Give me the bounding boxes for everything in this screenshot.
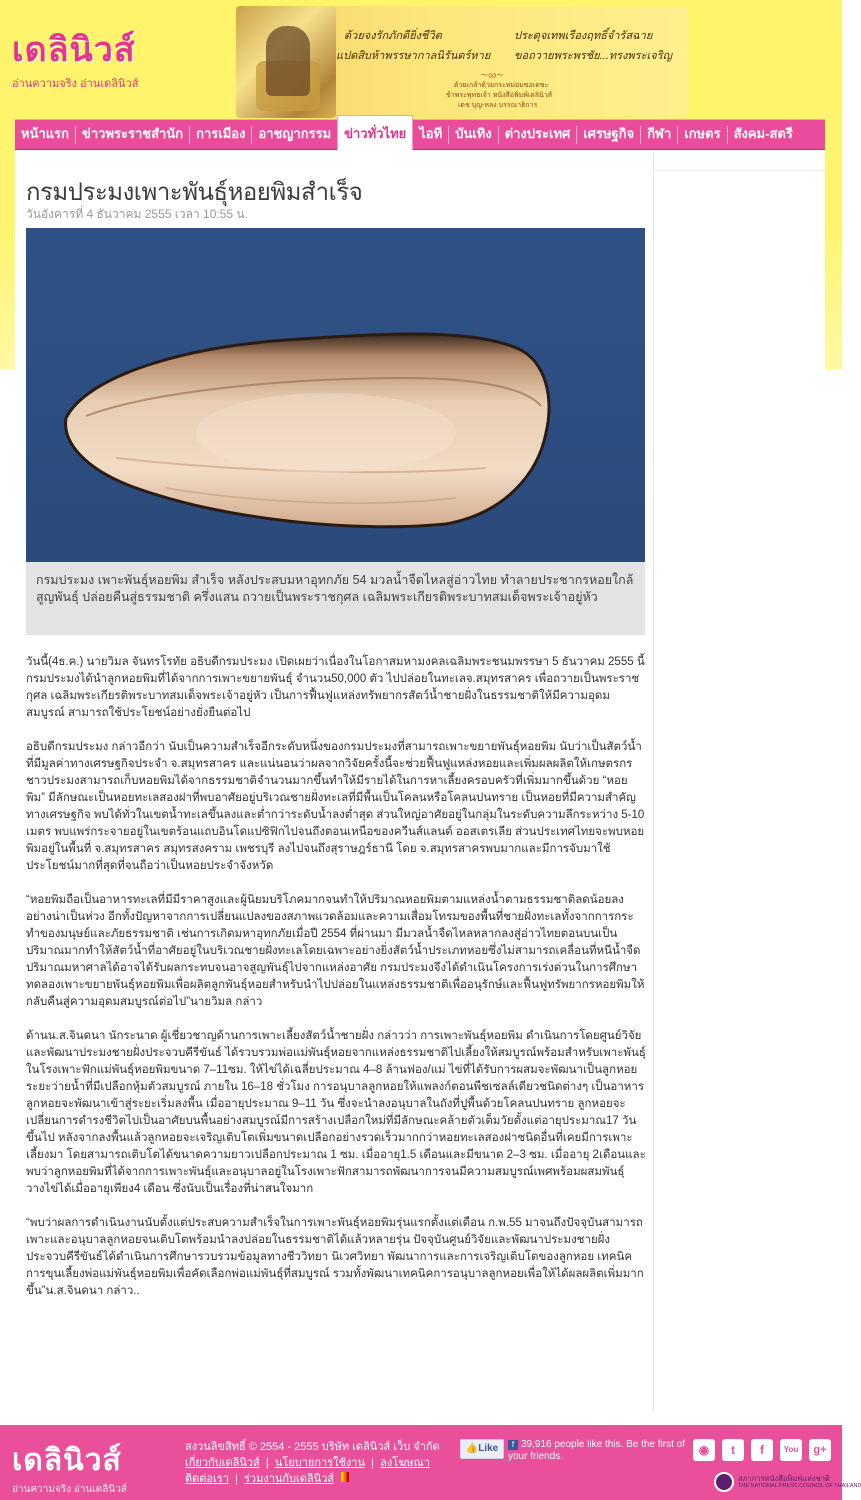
nav-item-sports[interactable]: กีฬา (647, 126, 672, 141)
banner-verse-2-left: แปดสิบห้าพรรษากาลนิรันดร์หาย (336, 50, 491, 62)
banner-dedication-1: ด้วยเกล้าด้วยกระหม่อมขอเดชะ (454, 82, 549, 89)
banner-dedication-2: ข้าพระพุทธเจ้า หนังสือพิมพ์เดลินิวส์ (446, 92, 553, 99)
rss-icon[interactable]: ◉ (693, 1439, 715, 1461)
article-paragraph: ด้านน.ส.จินดนา นักระนาด ผู้เชี่ยวชาญด้านการเพาะเลี้ยงสัตว์น้ำชายฝั่ง กล่าวว่า การเพาะพันธุ์หอยพิม ดำเนินการโดยศูนย์วิจัยและพัฒนาประมงชายฝั่งประจวบคีรีขันธ์ ได้รวบรวมพ่อแม่พันธุ์หอยจากแหล่งธรรมชาติไปเลี้ยงให้สมบูรณ์พร้อมสำหรับเพาะพันธุ์ในโรงเพาะฟักแม่พันธุ์หอยพิมขนาด 7–11ซม. ให้ไข่ได้เฉลี่ยประมาณ 4–8 ล้านฟอง/แม่ ไข่ที่ได้รับการผสมจะพัฒนาเป็นลูกหอยระยะว่ายน้ำที่มีเปลือกหุ้มตัวสมบูรณ์ ภายใน 16–18 ชั่วโมง การอนุบาลลูกหอยให้แพลงก์ตอนพืชเซลล์เดียวชนิดต่างๆ เป็นอาหาร ลูกหอยจะพัฒนาเข้าสู่ระยะเริ่มลงพื้น เมื่ออายุประมาณ 9–11 วัน ซึ่งจะนำลงอนุบาลในถังที่ปูพื้นด้วยโคลนปนทราย ลูกหอยจะเปลี่ยนการดำรงชีวิตไปเป็นอาศัยบนพื้นอย่างสมบูรณ์มีการสร้างเปลือกใหม่ที่มีลักษณะคล้ายตัวเต็มวัยตั้งแต่อายุประมาณ17 วันขึ้นไป หลังจากลงพื้นแล้วลูกหอยจะเจริญเติบโตเพิ่มขนาดเปลือกอย่างรวดเร็วมากกว่าหอยทะเลสองฝาชนิดอื่นที่เคยมีการเพาะเลี้ยงมา โดยสามารถเติบโตได้ขนาดความยาวเปลือกประมาณ 1 ซม. เมื่ออายุ1.5 เดือนและมีขนาด 2–3 ซม. เมื่ออายุ 2เดือนและพบว่าลูกหอยพิมที่ได้จากการเพาะพันธุ์และอนุบาลอยู่ในโรงเพาะฟักสามารถพัฒนาการจนมีความสมบูรณ์เพศพร้อมผสมพันธุ์วางไข่ได้เมื่ออายุเพียง4 เดือน ซึ่งนับเป็นเรื่องที่น่าสนใจมาก (26, 1030, 646, 1195)
nav-item-home[interactable]: หน้าแรก (21, 126, 69, 141)
footer-link-advertise[interactable]: ลงโฆษณา (380, 1457, 430, 1469)
nav-item-politics[interactable]: การเมือง (196, 126, 246, 141)
nav-item-agriculture[interactable]: เกษตร (684, 126, 721, 141)
banner-ornament: ~∞~ (481, 68, 504, 82)
footer-logo[interactable] (12, 1437, 127, 1497)
article-title: กรมประมงเพาะพันธุ์หอยพิมสำเร็จ (26, 178, 363, 206)
nav-item-economy[interactable]: เศรษฐกิจ (583, 126, 635, 141)
social-icons (693, 1439, 831, 1461)
google-plus-icon[interactable]: g+ (809, 1439, 831, 1461)
photo-caption: กรมประมง เพาะพันธุ์หอยพิม สำเร็จ หลังประสบมหาอุทกภัย 54 มวลน้ำจืดไหลสู่อ่าวไทย ทำลายประชากรหอยใกล้สูญพันธุ์ ปล่อยคืนสู่ธรรมชาติ ครึ่งแสน ถวายเป็นพระราชกุศล เฉลิมพระเกียรติพระบาทสมเด็จพระเจ้าอยู่หัว (26, 562, 645, 635)
facebook-like-button[interactable] (460, 1439, 504, 1459)
facebook-icon[interactable]: f (751, 1439, 773, 1461)
site-footer (0, 1425, 861, 1500)
press-council-name-th: สภาการหนังสือพิมพ์แห่งชาติ (738, 1474, 830, 1483)
clam-shell-image (26, 228, 645, 562)
footer-logo-text: เดลินิวส์ (12, 1443, 122, 1478)
sidebar (654, 150, 825, 1412)
logo-text: เดลินิวส์ (12, 30, 136, 70)
press-council-name-en: THE NATIONAL PRESS COUNCIL OF THAILAND (738, 1483, 861, 1489)
copyright-text: สงวนลิขสิทธิ์ © 2554 - 2555 บริษัท เดลินิวส์ เว็บ จำกัด (185, 1441, 440, 1453)
main-navigation (15, 119, 825, 150)
banner-verse-2-right: ขอถวายพระพรชัย...ทรงพระเจริญ (514, 50, 672, 62)
thumbs-up-icon: 👍 (465, 1443, 479, 1454)
site-header (0, 0, 842, 118)
portrait-figure (266, 26, 310, 96)
youtube-icon[interactable]: You (780, 1439, 802, 1461)
article-paragraph: “หอยพิมถือเป็นอาหารทะเลที่มีมีราคาสูงและผู้นิยมบริโภคมากจนทำให้ปริมาณหอยพิมตามแหล่งน้ำตามธรรมชาติลดน้อยลงอย่างน่าเป็นห่วง อีกทั้งปัญหาจากการเปลี่ยนแปลงของสภาพแวดล้อมและความเสื่อมโทรมของพื้นที่ชายฝั่งทะเลทั้งจากการกระทำของมนุษย์และภัยธรรมชาติ เช่นการเกิดมหาอุทกภัยเมื่อปี 2554 ที่ผ่านมา มีมวลน้ำจืดไหลหลากลงสู่อ่าวไทยตอนบนเป็นปริมาณมากทำให้สัตว์น้ำที่อาศัยอยู่ในบริเวณชายฝั่งทะเลโดยเฉพาะอย่างยิ่งสัตว์น้ำประเภทหอยซึ่งไม่สามารถเคลื่อนที่หนีน้ำจืดปริมาณมหาศาลได้อาจได้รับผลกระทบจนอาจสูญพันธุ์ไปจากแหล่งอาศัย กรมประมงจึงได้ดำเนินโครงการเร่งด่วนในการศึกษาทดลองเพาะขยายพันธุ์หอยพิมเพื่อผลิตลูกพันธุ์หอยสำหรับนำไปปล่อยในแหล่งธรรมชาติเพื่ออนุรักษ์และฟื้นฟูทรัพยากรหอยพิมให้กลับคืนสู่ความอุดมสมบูรณ์ต่อไป”นายวิมล กล่าว (26, 894, 645, 1008)
article-body (26, 654, 646, 1317)
nav-item-royal-news[interactable]: ข่าวพระราชสำนัก (82, 126, 184, 141)
nav-item-foreign[interactable]: ต่างประเทศ (504, 126, 571, 141)
footer-logo-slogan: อ่านความจริง อ่านเดลินิวส์ (12, 1484, 127, 1495)
press-council-emblem-icon (714, 1472, 734, 1492)
footer-link-careers[interactable]: ร่วมงานกับเดลินิวส์ (243, 1473, 335, 1485)
site-logo[interactable] (12, 22, 138, 92)
footer-link-contact[interactable]: ติดต่อเรา (185, 1473, 229, 1485)
press-council-logo[interactable] (714, 1471, 861, 1493)
nav-item-it[interactable]: ไอที (419, 126, 443, 141)
twitter-icon[interactable]: t (722, 1439, 744, 1461)
nav-item-general-news[interactable]: ข่าวทั่วไทย (337, 115, 413, 150)
facebook-small-icon: f (508, 1440, 518, 1450)
article-paragraph: “พบว่าผลการดำเนินงานนับตั้งแต่ประสบความสำเร็จในการเพาะพันธุ์หอยพิมรุ่นแรกตั้งแต่เดือน ก.พ.55 มาจนถึงปัจจุบันสามารถเพาะและอนุบาลลูกหอยจนเติบโตพร้อมนำลงปล่อยในธรรมชาติได้แล้วหลายรุ่น ปัจจุบันศูนย์วิจัยและพัฒนาประมงชายฝั่งประจวบคีรีขันธ์ได้ดำเนินการศึกษารวบรวมข้อมูลทางชีววิทยา นิเวศวิทยา พัฒนาการและการเจริญเติบโตของลูกหอย เทคนิคการขุนเลี้ยงพ่อแม่พันธุ์หอยพิมเพื่อคัดเลือกพ่อแม่พันธุ์ที่สมบูรณ์ รวมทั้งพัฒนาเทคนิคการอนุบาลลูกหอยเพื่อให้ได้ผลผลิตเพิ่มมากขึ้น”น.ส.จินดนา กล่าว.. (26, 1217, 644, 1297)
royal-portrait-image (236, 6, 336, 118)
article-date: วันอังคารที่ 4 ธันวาคม 2555 เวลา 10:55 น. (26, 207, 248, 221)
facebook-like-box (460, 1437, 685, 1477)
fb-count-text: 39,916 people like this. Be the first of your friends. (508, 1439, 685, 1462)
article-paragraph: อธิบดีกรมประมง กล่าวอีกว่า นับเป็นความสำเร็จอีกระดับหนึ่งของกรมประมงที่สามารถเพาะขยายพันธุ์หอยพิม นับว่าเป็นสัตว์น้ำที่มีมูลค่าทางเศรษฐกิจประจำ จ.สมุทรสาคร และแน่นอนว่าผลจากวิจัยครั้งนี้จะช่วยฟื้นฟูแหล่งหอยและเพิ่มผลผลิตให้เกษตรกรชาวประมงสามารถเก็บหอยพิมได้จากธรรมชาติจำนวนมากขึ้นทำให้มีรายได้ในการหาเลี้ยงครอบครัวที่เพิ่มมากขึ้นด้วย “หอยพิม” มีลักษณะเป็นหอยทะเลสองฝาที่พบอาศัยอยู่บริเวณชายฝั่งทะเลที่มีพื้นเป็นโคลนหรือโคลนปนทราย เป็นหอยที่มีความสำคัญทางเศรษฐกิจ พบได้ทั่วในเขตน้ำทะเลขึ้นลงและต่ำกว่าระดับน้ำลงต่ำสุด ส่วนใหญ่อาศัยอยู่ในกลุ่มในระดับความลึกระหว่าง 5-10 เมตร พบแพร่กระจายอยู่ในเขตร้อนแถบอินโดแปซิฟิกไปจนถึงตอนเหนือของควีนส์แลนด์ ออสเตรเลีย ส่วนประเทศไทยจะพบหอยพิมอยู่ในพื้นที่ จ.สมุทรสาคร สมุทรสงคราม เพชรบุรี ลงไปจนถึงสุราษฎร์ธานี โดย จ.สมุทรสาครพบมากและมีการจับมาใช้ประโยชน์มากที่สุดที่จนถือว่าเป็นหอยประจำจังหวัด (26, 741, 645, 872)
article-paragraph: วันนี้(4ธ.ค.) นายวิมล จันทรโรทัย อธิบดีกรมประมง เปิดเผยว่าเนื่องในโอกาสมหามงคลเฉลิมพระชนมพรรษา 5 ธันวาคม 2555 นี้ กรมประมงได้นำลูกหอยพิมที่ได้จากการเพาะขยายพันธุ์ จำนวน50,000 ตัว ไปปล่อยในทะเลจ.สมุทรสาคร เพื่อถวายเป็นพระราชกุศล เฉลิมพระเกียรติพระบาทสมเด็จพระเจ้าอยู่หัว เป็นการฟื้นฟูแหล่งทรัพยากรสัตว์น้ำชายฝั่งในธรรมชาติให้มีความอุดมสมบูรณ์ สามารถใช้ประโยชน์อย่างยั่งยืนต่อไป (26, 656, 645, 719)
banner-verse-1-right: ประดุจเทพเรืองฤทธิ์จำรัสฉาย (514, 30, 653, 42)
footer-link-about[interactable]: เกี่ยวกับเดลินิวส์ (185, 1457, 260, 1469)
sidebar-divider (654, 170, 825, 171)
facebook-like-count (508, 1439, 688, 1463)
banner-verse-1-left: ด้วยจงรักภักดียิ่งชีวิต (344, 30, 442, 42)
banner-dedication-3: เดช บุญ-หลง บรรณาธิการ (458, 102, 538, 109)
like-label: Like (478, 1443, 499, 1454)
logo-slogan: อ่านความจริง อ่านเดลินิวส์ (12, 78, 139, 90)
nav-item-crime[interactable]: อาชญากรรม (258, 126, 332, 141)
article-photo[interactable] (26, 228, 645, 562)
nav-item-entertainment[interactable]: บันเทิง (455, 126, 492, 141)
footer-link-terms[interactable]: นโยบายการใช้งาน (274, 1457, 365, 1469)
royal-tribute-banner[interactable] (236, 6, 688, 118)
stats-icon (341, 1472, 349, 1482)
footer-links: สงวนลิขสิทธิ์ © 2554 - 2555 บริษัท เดลินิวส์ เว็บ จำกัด เกี่ยวกับเดลินิวส์ | นโยบายการใช้งาน | ลงโฆษณา ติดต่อเรา | ร่วมงานกับเดลินิวส์ (185, 1441, 440, 1485)
nav-item-society[interactable]: สังคม-สตรี (733, 126, 793, 141)
